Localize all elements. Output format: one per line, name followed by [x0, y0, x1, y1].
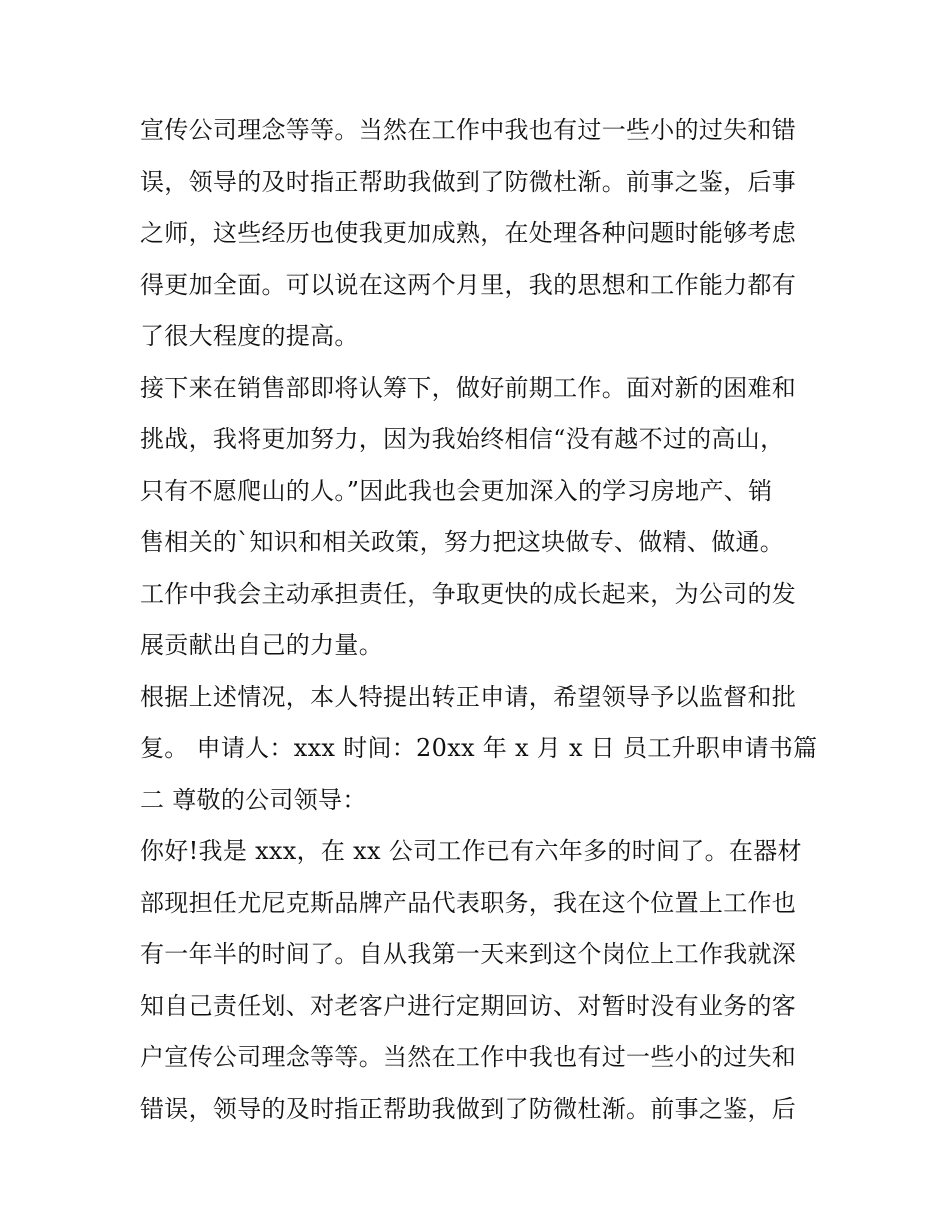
text-line: 挑战，我将更加努力，因为我始终相信“没有越不过的高山，	[140, 425, 785, 453]
text-line: 接下来在销售部即将认筹下，做好前期工作。面对新的困难和	[140, 373, 797, 402]
text-line: 得更加全面。可以说在这两个月里，我的思想和工作能力都有	[140, 270, 797, 299]
text-line: 展贡献出自己的力量。	[140, 631, 383, 659]
text-line: 部现担任尤尼克斯品牌产品代表职务，我在这个位置上工作也	[140, 888, 797, 917]
text-line: 有一年半的时间了。自从我第一天来到这个岗位上工作我就深	[140, 940, 797, 968]
text-line: 户宣传公司理念等等。当然在工作中我也有过一些小的过失和	[140, 1043, 797, 1071]
text-line: 根据上述情况，本人特提出转正申请，希望领导予以监督和批	[140, 682, 797, 711]
text-line: 错误，领导的及时指正帮助我做到了防微杜渐。前事之鉴，后	[140, 1094, 797, 1123]
body-text	[140, 105, 820, 1135]
text-line: 工作中我会主动承担责任，争取更快的成长起来，为公司的发	[140, 579, 797, 608]
text-line: 之师，这些经历也使我更加成熟，在处理各种问题时能够考虑	[140, 219, 797, 247]
text-line: 误，领导的及时指正帮助我做到了防微杜渐。前事之鉴，后事	[140, 167, 797, 196]
text-line: 二 尊敬的公司领导：	[140, 785, 367, 814]
text-line: 售相关的`知识和相关政策，努力把这块做专、做精、做通。	[140, 528, 785, 556]
text-line: 了很大程度的提高。	[140, 322, 359, 350]
text-line: 只有不愿爬山的人。”因此我也会更加深入的学习房地产、销	[140, 476, 773, 505]
text-line: 你好!我是 xxx，在 xx 公司工作已有六年多的时间了。在器材	[140, 837, 802, 865]
text-line: 知自己责任划、对老客户进行定期回访、对暂时没有业务的客	[140, 991, 797, 1020]
text-line: 复。 申请人：xxx 时间：20xx 年 x 月 x 日 员工升职申请书篇	[140, 734, 818, 762]
text-line: 宣传公司理念等等。当然在工作中我也有过一些小的过失和错	[140, 116, 797, 144]
